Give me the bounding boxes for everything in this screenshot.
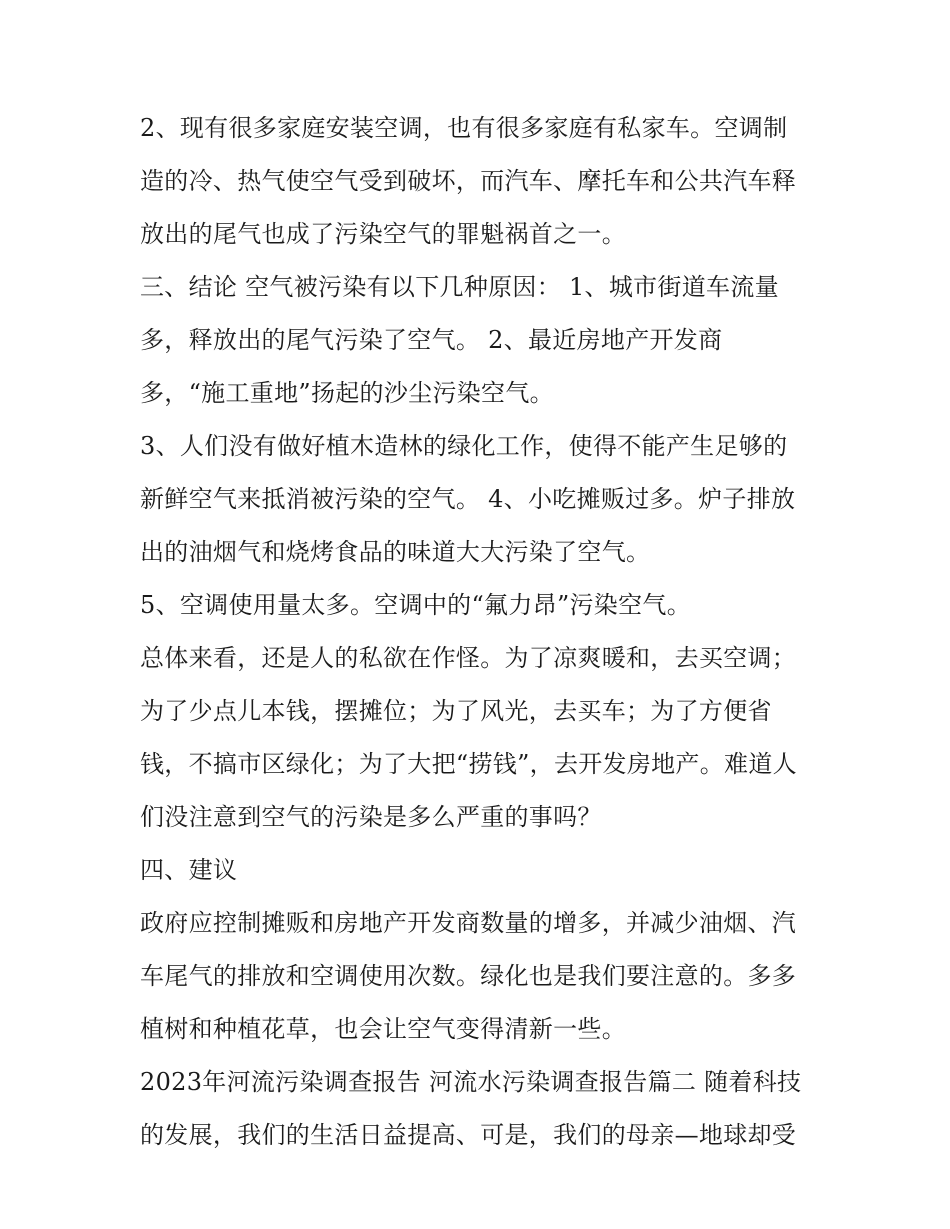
text-line: 2023年河流污染调查报告 河流水污染调查报告篇二 随着科技 xyxy=(140,1068,802,1096)
text-line: 政府应控制摊贩和房地产开发商数量的增多，并减少油烟、汽 xyxy=(140,909,797,937)
text-line: 3、人们没有做好植木造林的绿化工作，使得不能产生足够的 xyxy=(140,432,788,460)
text-line: 总体来看，还是人的私欲在作怪。为了凉爽暖和，去买空调； xyxy=(140,644,797,672)
text-line: 们没注意到空气的污染是多么严重的事吗？ xyxy=(140,803,602,831)
text-line: 的发展，我们的生活日益提高、可是，我们的母亲—地球却受 xyxy=(140,1121,797,1149)
text-line: 造的冷、热气使空气受到破坏，而汽车、摩托车和公共汽车释 xyxy=(140,167,797,195)
text-line: 5、空调使用量太多。空调中的“氟力昂”污染空气。 xyxy=(140,591,692,619)
text-line: 车尾气的排放和空调使用次数。绿化也是我们要注意的。多多 xyxy=(140,962,797,990)
text-line: 植树和种植花草，也会让空气变得清新一些。 xyxy=(140,1015,626,1043)
text-line: 2、现有很多家庭安装空调，也有很多家庭有私家车。空调制 xyxy=(140,114,788,142)
document-body xyxy=(140,102,820,1162)
text-line: 出的油烟气和烧烤食品的味道大大污染了空气。 xyxy=(140,538,651,566)
section-heading-suggestions: 四、建议 xyxy=(140,856,238,884)
text-line: 钱，不搞市区绿化；为了大把“捞钱”，去开发房地产。难道人 xyxy=(140,750,797,778)
text-line: 多，“施工重地”扬起的沙尘污染空气。 xyxy=(140,379,554,407)
text-line: 为了少点儿本钱，摆摊位；为了风光，去买车；为了方便省 xyxy=(140,697,772,725)
text-line: 多，释放出的尾气污染了空气。 2、最近房地产开发商 xyxy=(140,326,723,354)
section-heading-conclusion: 三、结论 空气被污染有以下几种原因： 1、城市街道车流量 xyxy=(140,273,779,301)
text-line: 新鲜空气来抵消被污染的空气。 4、小吃摊贩过多。炉子排放 xyxy=(140,485,796,513)
text-line: 放出的尾气也成了污染空气的罪魁祸首之一。 xyxy=(140,220,626,248)
